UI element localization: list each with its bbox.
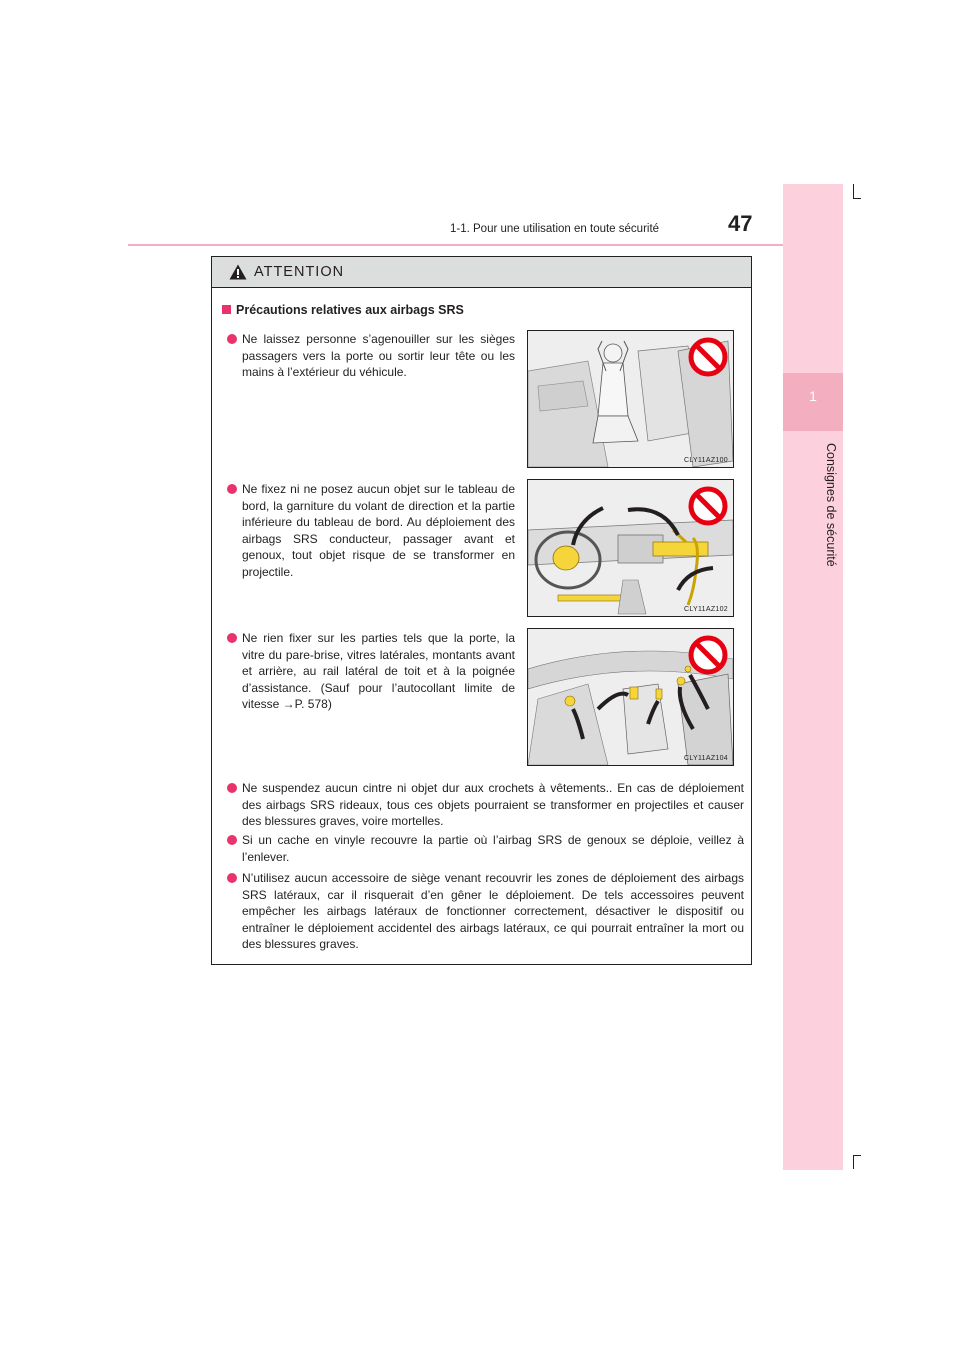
crop-mark-top — [853, 184, 854, 198]
bullet-item — [242, 780, 744, 830]
figure-code: CLY11AZ102 — [684, 606, 728, 613]
bullet-text: N’utilisez aucun accessoire de siège venant recouvrir les zones de déploiement des airbags SRS latéraux, car il risquerait d’en gêner le déploiement. De tels accessoires peuvent empêcher les airbags latéraux de fonctionner correctement, désactiver le dispositif ou entraîner le déploiement accidentel des airbags latéraux, ce qui pourrait entraîner la mort ou des blessures graves. — [242, 871, 744, 952]
prohibited-sign-icon — [688, 486, 728, 526]
chapter-tab-label: Consignes de sécurité — [824, 443, 838, 567]
header-rule — [128, 244, 783, 246]
bullet-text: Ne rien fixer sur les parties tels que la porte, la vitre du pare-brise, vitres latérales, montants avant et arrière, au rail latéral de toit et à la poignée d’assistance. (Sauf pour l’autocollant limite de vitesse →P. 578) — [242, 631, 515, 712]
bullet-item — [242, 331, 515, 381]
figure-code: CLY11AZ100 — [684, 457, 728, 464]
bullet-dot-icon — [227, 484, 237, 494]
bullet-text: Ne suspendez aucun cintre ni objet dur aux crochets à vêtements.. En cas de déploiement des airbags SRS rideaux, tous ces objets pourraient se transformer en projectiles et causer des blessures graves, voire mortelles. — [242, 781, 744, 829]
attention-box — [211, 256, 752, 965]
chapter-side-strip — [783, 184, 843, 1170]
warning-triangle-icon — [229, 264, 247, 280]
chapter-tab-number: 1 — [809, 388, 817, 404]
prohibited-sign-icon — [688, 337, 728, 377]
bullet-dot-icon — [227, 873, 237, 883]
section-heading-text: Précautions relatives aux airbags SRS — [236, 303, 464, 317]
attention-header — [212, 257, 751, 288]
bullet-item — [242, 832, 744, 865]
bullet-text: Ne fixez ni ne posez aucun objet sur le tableau de bord, la garniture du volant de direction et la partie inférieure du tableau de bord. Au déploiement des airbags SRS conducteur, passager avant et genoux, tout objet risque de se transformer en projectile. — [242, 482, 515, 579]
crop-mark-top-h — [853, 198, 861, 199]
chapter-title: 1-1. Pour une utilisation en toute sécurité — [450, 223, 660, 235]
bullet-item — [242, 630, 515, 713]
bullet-text: Ne laissez personne s’agenouiller sur les sièges passagers vers la porte ou sortir leur tête ou les mains à l’extérieur du véhicule. — [242, 332, 515, 380]
page-number: 47 — [728, 211, 753, 236]
bullet-dot-icon — [227, 633, 237, 643]
figure-code: CLY11AZ104 — [684, 755, 728, 762]
illustration-cabin-parts — [527, 628, 734, 766]
bullet-item — [242, 481, 515, 581]
crop-mark-bottom — [853, 1155, 854, 1169]
illustration-dashboard-objects — [527, 479, 734, 617]
bullet-dot-icon — [227, 835, 237, 845]
prohibited-sign-icon — [688, 635, 728, 675]
bullet-dot-icon — [227, 783, 237, 793]
bullet-item — [242, 870, 744, 953]
illustration-passenger-leaning — [527, 330, 734, 468]
square-bullet-icon — [222, 305, 231, 314]
bullet-dot-icon — [227, 334, 237, 344]
attention-title: ATTENTION — [254, 264, 345, 280]
crop-mark-bottom-h — [853, 1155, 861, 1156]
bullet-text: Si un cache en vinyle recouvre la partie où l’airbag SRS de genoux se déploie, veillez à l’enlever. — [242, 833, 744, 864]
section-heading — [222, 303, 464, 317]
